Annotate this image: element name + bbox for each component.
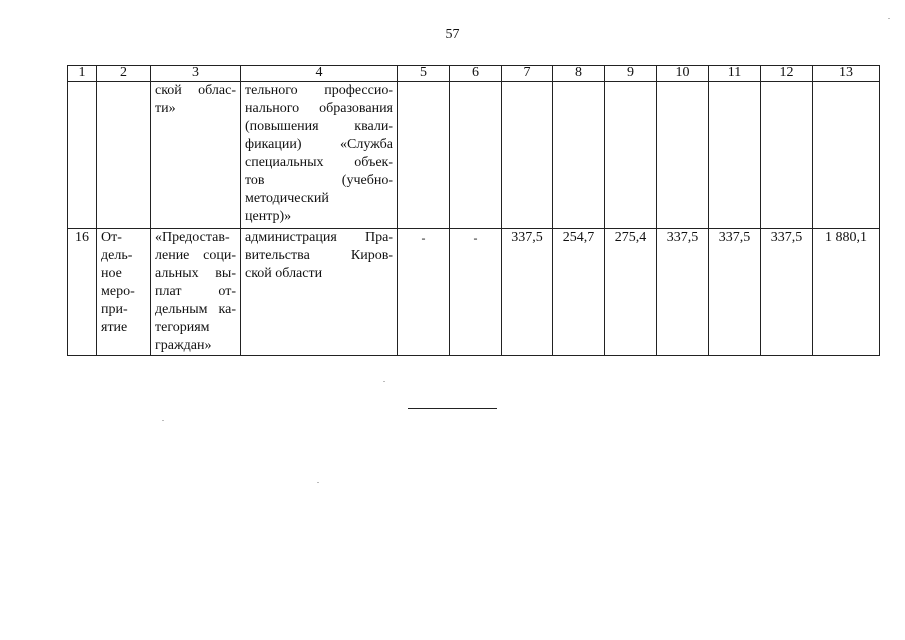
cell-value: 337,5 (502, 229, 553, 356)
column-header: 13 (813, 66, 880, 82)
cell-line: От- (101, 230, 122, 245)
cell-line: тегориям (155, 320, 210, 335)
cell-line: ской области (245, 266, 323, 281)
cell-line: методический (245, 191, 329, 206)
cell-value (553, 82, 605, 229)
cell-line: ятие (101, 320, 128, 335)
cell-line: ление соци- (155, 248, 236, 263)
cell-line: (повышения квали- (245, 119, 393, 134)
cell-line: вительства Киров- (245, 248, 393, 263)
cell-executor (241, 82, 398, 229)
cell-index: 16 (68, 229, 97, 356)
cell-line: тов (учебно- (245, 173, 393, 188)
cell-value (502, 82, 553, 229)
cell-value (657, 82, 709, 229)
column-header: 8 (553, 66, 605, 82)
cell-line: плат от- (155, 284, 236, 299)
cell-line: при- (101, 302, 128, 317)
cell-value (709, 82, 761, 229)
table-row (68, 229, 880, 356)
scan-speck (888, 18, 890, 19)
cell-line: тельного профессио- (245, 83, 393, 98)
column-header: 1 (68, 66, 97, 82)
cell-name (151, 229, 241, 356)
cell-name (151, 82, 241, 229)
cell-value: 337,5 (657, 229, 709, 356)
cell-line: фикации) «Служба (245, 137, 393, 152)
cell-value (398, 82, 450, 229)
cell-value (813, 82, 880, 229)
cell-line: ской облас- (155, 83, 236, 98)
data-table (67, 65, 880, 356)
column-header: 10 (657, 66, 709, 82)
cell-line: альных вы- (155, 266, 236, 281)
cell-line: дель- (101, 248, 133, 263)
column-header: 11 (709, 66, 761, 82)
scan-speck (162, 420, 164, 421)
cell-value: 254,7 (553, 229, 605, 356)
cell-line: центр)» (245, 209, 292, 224)
cell-line: специальных объек- (245, 155, 393, 170)
cell-index (68, 82, 97, 229)
cell-value: 337,5 (709, 229, 761, 356)
cell-line: меро- (101, 284, 135, 299)
page-number: 57 (445, 27, 460, 42)
cell-line: граждан» (155, 338, 212, 353)
cell-value: 275,4 (605, 229, 657, 356)
cell-value (450, 82, 502, 229)
cell-type (97, 82, 151, 229)
cell-value: 337,5 (761, 229, 813, 356)
column-header: 7 (502, 66, 553, 82)
footer-rule (408, 408, 497, 409)
cell-value: - (450, 229, 502, 356)
column-header: 12 (761, 66, 813, 82)
cell-value: - (398, 229, 450, 356)
column-header: 3 (151, 66, 241, 82)
cell-line: дельным ка- (155, 302, 236, 317)
column-header: 5 (398, 66, 450, 82)
cell-line: ное (101, 266, 122, 281)
table-row (68, 82, 880, 229)
scan-speck (383, 381, 385, 382)
cell-line: администрация Пра- (245, 230, 393, 245)
cell-line: нального образования (245, 101, 393, 116)
cell-type (97, 229, 151, 356)
scan-speck (317, 482, 319, 483)
column-header: 2 (97, 66, 151, 82)
cell-value (605, 82, 657, 229)
cell-line: «Предостав- (155, 230, 230, 245)
cell-line: ти» (155, 101, 176, 116)
column-header: 9 (605, 66, 657, 82)
cell-executor (241, 229, 398, 356)
column-header: 4 (241, 66, 398, 82)
cell-total: 1 880,1 (813, 229, 880, 356)
table-header-row (68, 66, 880, 82)
cell-value (761, 82, 813, 229)
column-header: 6 (450, 66, 502, 82)
